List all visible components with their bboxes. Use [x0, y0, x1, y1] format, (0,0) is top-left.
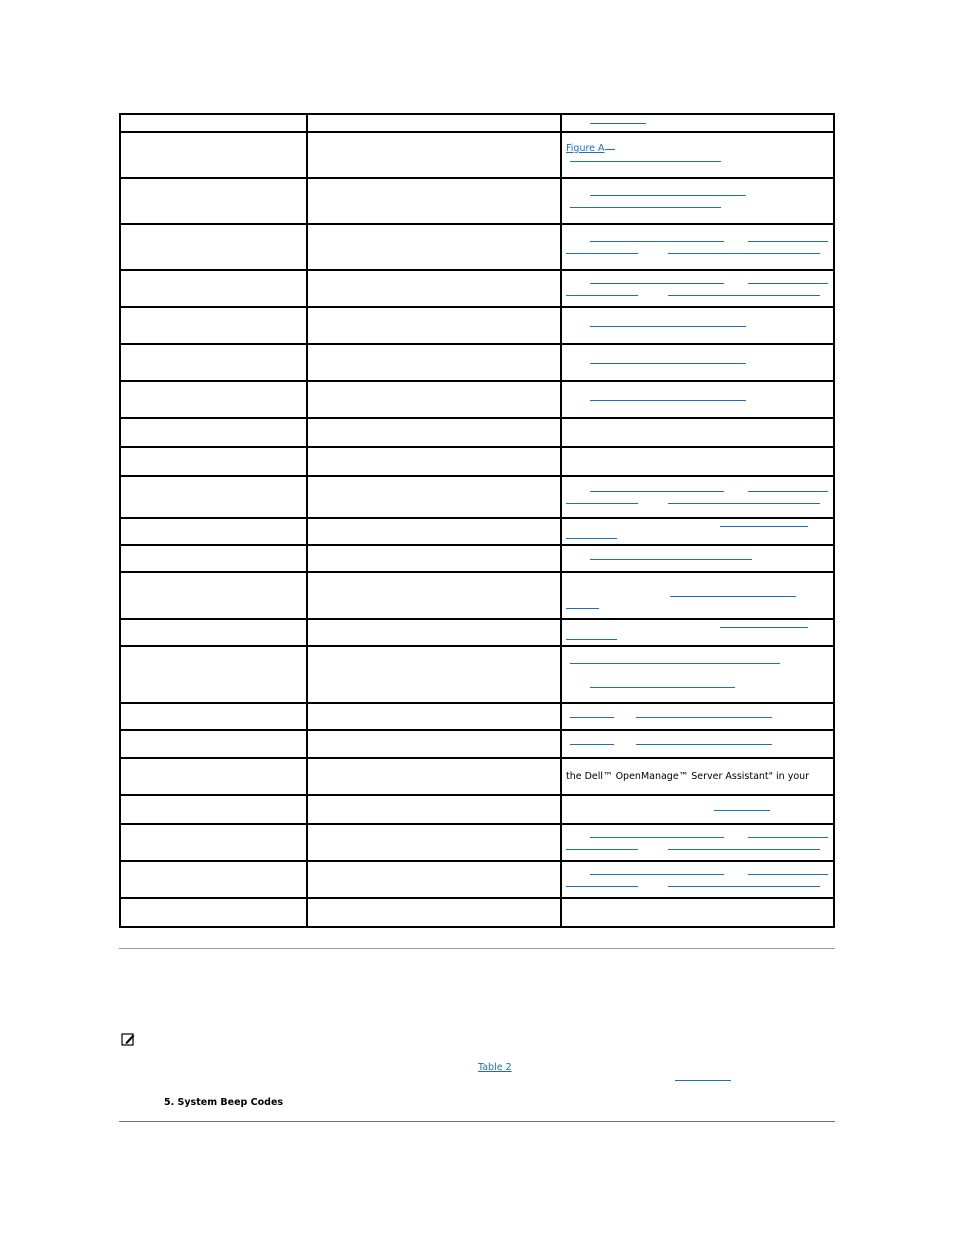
table-row	[120, 730, 834, 758]
message-cell	[120, 270, 307, 307]
figure-a-link[interactable]: Figure A	[566, 143, 605, 154]
cause-cell	[307, 861, 561, 898]
message-cell	[120, 898, 307, 927]
message-cell	[120, 178, 307, 224]
corrective-action-line	[566, 590, 829, 602]
table-2-link[interactable]: Table 2	[478, 1062, 512, 1073]
manual-link-secondary[interactable]	[748, 491, 828, 492]
message-cell	[120, 758, 307, 795]
table-row	[120, 824, 834, 861]
table-row	[120, 344, 834, 381]
corrective-action-cell	[561, 114, 834, 132]
corrective-action-line	[566, 155, 829, 167]
note-pencil-icon	[121, 1032, 136, 1047]
message-cell	[120, 132, 307, 178]
corrective-action-line	[566, 394, 829, 406]
corrective-action-line	[566, 143, 829, 155]
manual-link[interactable]	[570, 717, 614, 718]
manual-link[interactable]	[720, 526, 808, 527]
manual-link[interactable]	[566, 639, 617, 640]
cause-cell	[307, 619, 561, 646]
corrective-action-line	[566, 520, 829, 532]
cause-cell	[307, 418, 561, 447]
cause-cell	[307, 703, 561, 730]
corrective-action-line	[566, 657, 829, 669]
table-row	[120, 418, 834, 447]
table-row	[120, 224, 834, 270]
table-row	[120, 307, 834, 344]
corrective-action-cell	[561, 270, 834, 307]
corrective-action-line	[566, 117, 829, 129]
corrective-action-cell	[561, 447, 834, 476]
corrective-action-cell	[561, 646, 834, 703]
cause-cell	[307, 758, 561, 795]
table-row	[120, 646, 834, 703]
corrective-action-text: the Dell™ OpenManage™ Server Assistant" in your	[566, 770, 810, 782]
corrective-action-cell	[561, 418, 834, 447]
manual-link-secondary[interactable]	[636, 744, 772, 745]
message-cell	[120, 572, 307, 619]
corrective-action-line	[566, 711, 829, 723]
table-row	[120, 619, 834, 646]
cause-cell	[307, 476, 561, 518]
manual-link-secondary[interactable]	[748, 283, 828, 284]
corrective-action-cell	[561, 619, 834, 646]
corrective-action-cell	[561, 758, 834, 795]
manual-link[interactable]	[590, 123, 646, 124]
system-messages-table-body	[120, 114, 834, 927]
table-row	[120, 898, 834, 927]
manual-link[interactable]	[590, 241, 724, 242]
message-cell	[120, 730, 307, 758]
corrective-action-line	[566, 868, 829, 880]
corrective-action-line	[566, 289, 829, 301]
corrective-action-line	[566, 633, 829, 645]
manual-link[interactable]	[590, 363, 746, 364]
cause-cell	[307, 646, 561, 703]
manual-link-secondary[interactable]	[668, 295, 820, 296]
message-cell	[120, 703, 307, 730]
manual-link[interactable]	[570, 744, 614, 745]
corrective-action-line	[566, 532, 829, 544]
message-cell	[120, 545, 307, 572]
section-title: 5. System Beep Codes	[164, 1097, 284, 1108]
corrective-action-line	[566, 189, 829, 201]
message-cell	[120, 307, 307, 344]
corrective-action-line	[566, 497, 829, 509]
corrective-action-line	[566, 738, 829, 750]
manual-link-secondary[interactable]	[748, 241, 828, 242]
corrective-action-line	[566, 320, 829, 332]
message-cell	[120, 824, 307, 861]
corrective-action-line	[566, 681, 829, 693]
cause-cell	[307, 824, 561, 861]
manual-link-secondary[interactable]	[668, 886, 820, 887]
manual-link-secondary[interactable]	[748, 837, 828, 838]
section-divider	[119, 948, 835, 949]
cause-cell	[307, 344, 561, 381]
manual-link[interactable]	[720, 627, 808, 628]
corrective-action-line	[566, 201, 829, 213]
corrective-action-cell	[561, 224, 834, 270]
message-cell	[120, 381, 307, 418]
manual-link[interactable]	[590, 283, 724, 284]
manual-link[interactable]	[590, 400, 746, 401]
message-cell	[120, 114, 307, 132]
cause-cell	[307, 270, 561, 307]
corrective-action-cell	[561, 730, 834, 758]
corrective-action-cell	[561, 703, 834, 730]
corrective-action-line	[566, 771, 829, 783]
cause-cell	[307, 730, 561, 758]
corrective-action-line	[566, 578, 829, 590]
corrective-action-line	[566, 831, 829, 843]
manual-link[interactable]	[714, 810, 770, 811]
corrective-action-cell	[561, 795, 834, 824]
table-row	[120, 178, 834, 224]
cause-cell	[307, 132, 561, 178]
corrective-action-cell	[561, 824, 834, 861]
manual-link-secondary[interactable]	[748, 874, 828, 875]
manual-link[interactable]	[566, 538, 617, 539]
message-cell	[120, 795, 307, 824]
corrective-action-cell	[561, 898, 834, 927]
corrective-action-cell	[561, 572, 834, 619]
manual-link-secondary[interactable]	[668, 503, 820, 504]
table-row	[120, 703, 834, 730]
message-cell	[120, 476, 307, 518]
manual-link[interactable]	[670, 596, 796, 597]
manual-link[interactable]	[566, 608, 599, 609]
table-row	[120, 518, 834, 545]
table-row	[120, 758, 834, 795]
message-cell	[120, 861, 307, 898]
cause-cell	[307, 307, 561, 344]
cause-cell	[307, 178, 561, 224]
corrective-action-cell	[561, 344, 834, 381]
manual-link[interactable]	[570, 663, 780, 664]
corrective-action-line	[566, 843, 829, 855]
message-cell	[120, 224, 307, 270]
cause-cell	[307, 447, 561, 476]
system-messages-table	[119, 113, 835, 928]
corrective-action-cell	[561, 178, 834, 224]
corrective-action-cell	[561, 518, 834, 545]
manual-link[interactable]	[590, 195, 746, 196]
table-row	[120, 545, 834, 572]
table-row	[120, 447, 834, 476]
table-row	[120, 572, 834, 619]
message-cell	[120, 619, 307, 646]
manual-link[interactable]	[570, 207, 721, 208]
cause-cell	[307, 114, 561, 132]
table-row	[120, 132, 834, 178]
system-board-link[interactable]	[675, 1080, 731, 1081]
corrective-action-line	[566, 880, 829, 892]
table-row	[120, 381, 834, 418]
corrective-action-line	[566, 804, 829, 816]
message-cell	[120, 518, 307, 545]
message-cell	[120, 447, 307, 476]
corrective-action-line	[566, 602, 829, 614]
corrective-action-cell	[561, 381, 834, 418]
manual-link[interactable]	[590, 326, 746, 327]
message-cell	[120, 646, 307, 703]
manual-link-secondary[interactable]	[668, 849, 820, 850]
cause-cell	[307, 224, 561, 270]
message-cell	[120, 418, 307, 447]
section-divider-bottom	[119, 1121, 835, 1122]
manual-link[interactable]	[566, 253, 638, 254]
table-row	[120, 270, 834, 307]
table-row	[120, 476, 834, 518]
manual-link-secondary[interactable]	[636, 717, 772, 718]
cause-cell	[307, 518, 561, 545]
corrective-action-line	[566, 669, 829, 681]
table-row	[120, 861, 834, 898]
manual-link[interactable]	[570, 161, 721, 162]
corrective-action-cell	[561, 307, 834, 344]
table-row	[120, 114, 834, 132]
manual-link[interactable]	[590, 559, 752, 560]
cause-cell	[307, 545, 561, 572]
cause-cell	[307, 381, 561, 418]
corrective-action-line	[566, 357, 829, 369]
corrective-action-line	[566, 277, 829, 289]
corrective-action-cell	[561, 545, 834, 572]
corrective-action-cell	[561, 476, 834, 518]
manual-link[interactable]	[590, 874, 724, 875]
corrective-action-line	[566, 553, 829, 565]
corrective-action-line	[566, 485, 829, 497]
manual-link[interactable]	[566, 503, 638, 504]
corrective-action-line	[566, 235, 829, 247]
manual-link[interactable]	[590, 491, 724, 492]
cause-cell	[307, 795, 561, 824]
manual-link[interactable]	[590, 837, 724, 838]
corrective-action-cell	[561, 132, 834, 178]
manual-link[interactable]	[566, 295, 638, 296]
manual-link[interactable]	[590, 687, 735, 688]
corrective-action-cell	[561, 861, 834, 898]
corrective-action-line	[566, 247, 829, 259]
manual-link[interactable]	[566, 886, 638, 887]
corrective-action-line	[566, 621, 829, 633]
manual-link[interactable]	[566, 849, 638, 850]
table-row	[120, 795, 834, 824]
cause-cell	[307, 572, 561, 619]
message-cell	[120, 344, 307, 381]
cause-cell	[307, 898, 561, 927]
manual-link-secondary[interactable]	[668, 253, 820, 254]
